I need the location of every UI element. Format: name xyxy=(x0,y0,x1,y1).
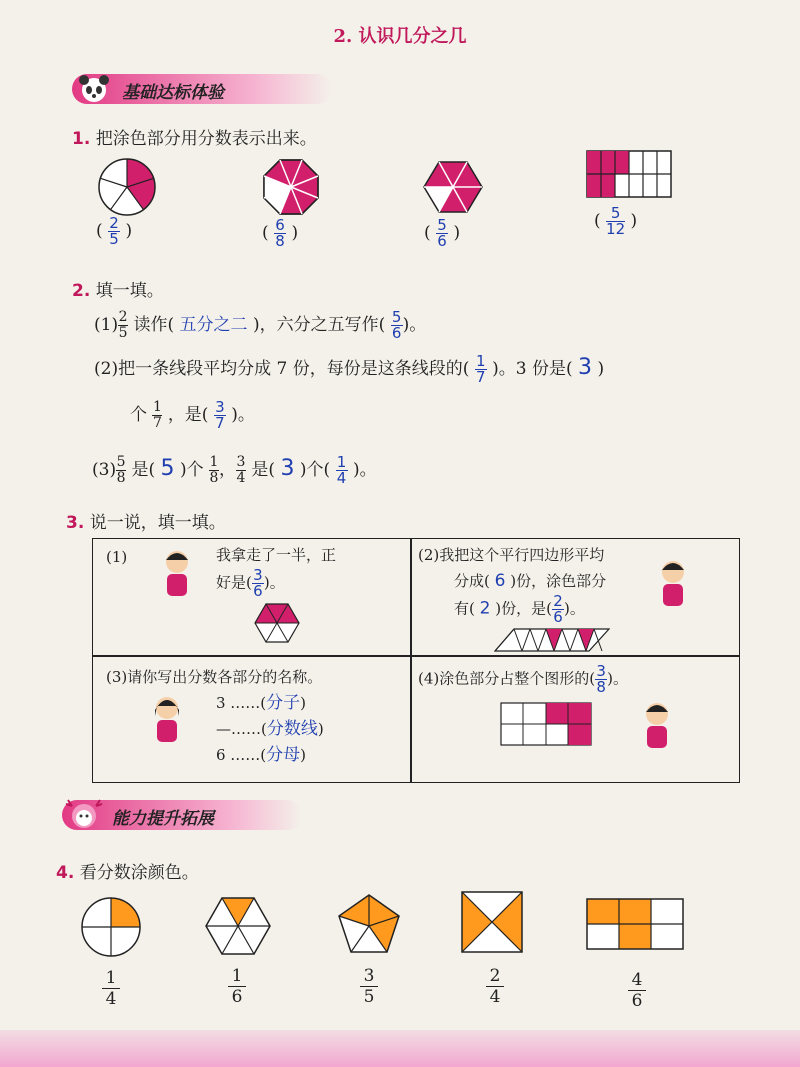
circle-quarters-figure xyxy=(80,896,144,958)
section-banner-advanced xyxy=(62,800,302,830)
octagon-eighths-figure xyxy=(258,158,324,216)
banner-label: 基础达标体验 xyxy=(122,83,224,103)
q2-line-4: (3) $\frac{5}{8}$ 是( 5 )个 $\frac{1}{8}$ ， $\frac{3}{4}$ 是( 3 )个( $\frac{1}{4}$ )。 xyxy=(92,453,377,487)
rectangle-sixths-figure xyxy=(586,898,684,950)
banner-label: 能力提升拓展 xyxy=(112,809,214,829)
circle-fifths-figure xyxy=(96,158,158,216)
girl-avatar xyxy=(150,694,184,748)
q2-line-3: 个 $\frac{1}{7}$ ，是( $\frac{3}{7}$ )。 xyxy=(130,398,255,432)
cell-2-text: (2)我把这个平行四边形平均 分成( 6 )份，涂色部分 有( 2 )份，是( $\frac{2}{6}$ )。 xyxy=(418,546,607,626)
boy-avatar xyxy=(160,548,194,602)
q4-fraction-4: 2 4 xyxy=(486,966,504,1007)
deer-icon xyxy=(64,798,104,832)
q2-line-1: (1) $\frac{2}{5}$ 读作( 五分之二 )，六分之五写作( $\frac{5}{6}$ )。 xyxy=(94,308,427,342)
q4-fraction-3: 3 5 xyxy=(360,966,378,1007)
grid-twelfths-figure xyxy=(586,150,672,198)
hexagon-half-figure xyxy=(254,603,300,643)
hexagon-sixths-figure xyxy=(420,158,486,216)
question-3: 3. 说一说，填一填。 xyxy=(66,513,226,533)
cell-label: (1) xyxy=(106,548,128,566)
pentagon-fifths-figure xyxy=(334,892,404,958)
section-banner-basic xyxy=(72,74,332,104)
question-2: 2. 填一填。 xyxy=(72,281,164,301)
panda-icon xyxy=(76,75,112,103)
table-divider xyxy=(92,655,740,657)
q1-answer-3: ( $\frac{5}{6}$ ) xyxy=(424,216,461,250)
q4-fraction-2: 1 6 xyxy=(228,966,246,1007)
cell-3-text: (3)请你写出分数各部分的名称。 xyxy=(106,668,323,686)
q1-answer-4: ( $\frac{5}{12}$ ) xyxy=(594,204,638,238)
question-number: 1. xyxy=(72,129,91,149)
cell-4-text: (4)涂色部分占整个图形的( $\frac{3}{8}$ )。 xyxy=(418,662,628,696)
question-4: 4. 看分数涂颜色。 xyxy=(56,863,199,883)
question-1 xyxy=(72,124,317,149)
q4-fraction-5: 4 6 xyxy=(628,970,646,1011)
q1-answer-2: ( $\frac{6}{8}$ ) xyxy=(262,216,299,250)
parallelogram-figure xyxy=(494,628,610,652)
q2-line-2: (2)把一条线段平均分成 7 份，每份是这条线段的( $\frac{1}{7}$ )。3 份是( 3 ) xyxy=(94,352,605,386)
page-title: 2. 认识几分之几 xyxy=(333,26,467,47)
boy-avatar xyxy=(640,700,674,754)
q1-answer-1: ( $\frac{2}{5}$ ) xyxy=(96,214,133,248)
grid-eighths-figure xyxy=(500,702,592,746)
page-footer-decoration xyxy=(0,1030,800,1067)
table-divider xyxy=(410,538,412,783)
q4-fraction-1: 1 4 xyxy=(102,968,120,1009)
boy-avatar xyxy=(656,558,690,612)
fraction-parts-list: 3 ……(分子) —……(分数线) 6 ……(分母) xyxy=(216,693,324,765)
question-text: 把涂色部分用分数表示出来。 xyxy=(95,129,317,149)
hexagon-sixths-orange-figure xyxy=(204,896,272,956)
square-quarters-figure xyxy=(460,890,524,954)
cell-1-text: 我拿走了一半，正 好是( $\frac{3}{6}$ )。 xyxy=(216,546,337,600)
